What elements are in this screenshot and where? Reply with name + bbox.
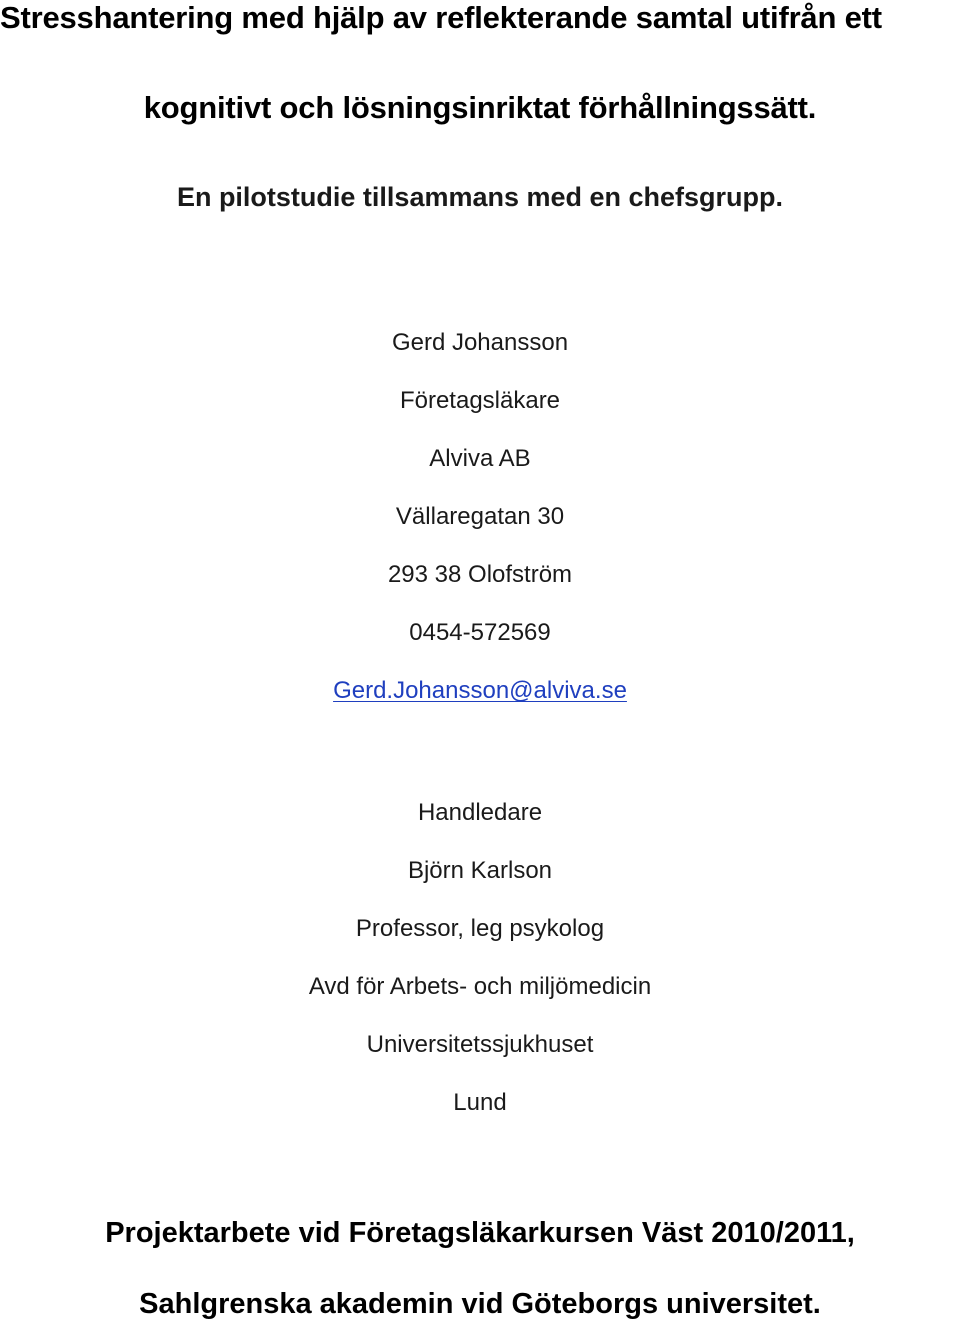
footer-line-2: Sahlgrenska akademin vid Göteborgs universitet. — [139, 1288, 821, 1320]
subtitle: En pilotstudie tillsammans med en chefsgrupp. — [176, 182, 784, 212]
author-company: Alviva AB — [429, 445, 531, 472]
supervisor-heading: Handledare — [417, 799, 543, 826]
author-name: Gerd Johansson — [391, 329, 569, 356]
title-line-2: kognitivt och lösningsinriktat förhållningssätt. — [143, 90, 817, 125]
supervisor-department: Avd för Arbets- och miljömedicin — [308, 973, 652, 1000]
author-email-link[interactable]: Gerd.Johansson@alviva.se — [333, 677, 627, 704]
author-role: Företagsläkare — [399, 387, 561, 414]
supervisor-title: Professor, leg psykolog — [355, 915, 605, 942]
supervisor-city: Lund — [453, 1089, 507, 1116]
title-line-1: Stresshantering med hjälp av reflekterande samtal utifrån ett — [0, 0, 882, 35]
footer-line-1: Projektarbete vid Företagsläkarkursen Väst 2010/2011, — [105, 1217, 855, 1249]
supervisor-name: Björn Karlson — [407, 857, 553, 884]
author-postal: 293 38 Olofström — [387, 561, 573, 588]
author-phone: 0454-572569 — [409, 619, 551, 646]
supervisor-hospital: Universitetssjukhuset — [366, 1031, 594, 1058]
author-street: Vällaregatan 30 — [395, 503, 565, 530]
author-email-row — [0, 679, 960, 703]
